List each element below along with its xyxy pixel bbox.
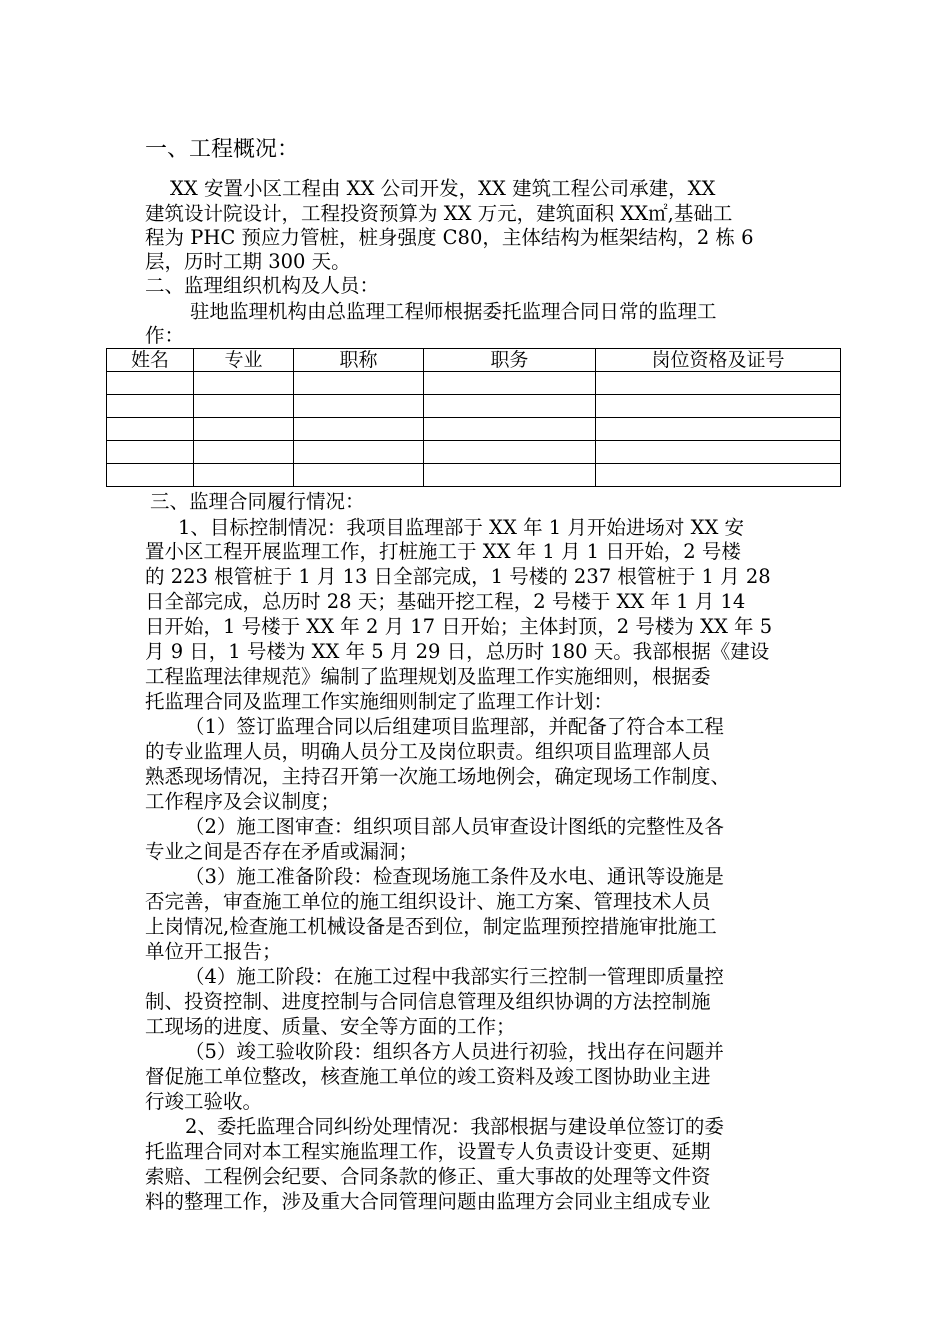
table-cell [194, 441, 294, 464]
body-line: 置小区工程开展监理工作，打桩施工于 XX 年 1 月 1 日开始，2 号楼 [145, 540, 741, 563]
table-cell [294, 464, 424, 487]
overview-line: XX 安置小区工程由 XX 公司开发，XX 建筑工程公司承建，XX [170, 177, 716, 200]
table-row [107, 464, 841, 487]
table-cell [194, 464, 294, 487]
body-line: 单位开工报告； [145, 940, 282, 963]
staff-table [106, 348, 841, 487]
body-line: 日全部完成，总历时 28 天；基础开挖工程，2 号楼于 XX 年 1 月 14 [145, 590, 746, 613]
body-line: 工现场的进度、质量、安全等方面的工作； [145, 1015, 516, 1038]
table-cell [194, 372, 294, 395]
body-line: 月 9 日，1 号楼为 XX 年 5 月 29 日，总历时 180 天。我部根据《建设 [145, 640, 770, 663]
col-header-title: 职称 [294, 349, 424, 372]
body-line: （3）施工准备阶段：检查现场施工条件及水电、通讯等设施是 [185, 865, 724, 888]
body-line: 工程监理法律规范》编制了监理规划及监理工作实施细则，根据委 [145, 665, 711, 688]
table-cell [294, 372, 424, 395]
col-header-certificate: 岗位资格及证号 [596, 349, 841, 372]
table-cell [424, 372, 596, 395]
table-cell [107, 418, 194, 441]
table-cell [294, 395, 424, 418]
heading-supervision-org: 二、监理组织机构及人员： [145, 274, 380, 297]
table-cell [424, 395, 596, 418]
table-cell [424, 441, 596, 464]
body-line: 2、委托监理合同纠纷处理情况：我部根据与建设单位签订的委 [185, 1115, 724, 1138]
table-cell [596, 441, 841, 464]
table-cell [107, 464, 194, 487]
table-row [107, 441, 841, 464]
body-line: 托监理合同及监理工作实施细则制定了监理工作计划： [145, 690, 614, 713]
body-line: 制、投资控制、进度控制与合同信息管理及组织协调的方法控制施 [145, 990, 711, 1013]
table-cell [424, 464, 596, 487]
heading-project-overview: 一、工程概况： [145, 138, 300, 162]
table-cell [596, 418, 841, 441]
body-line: （4）施工阶段：在施工过程中我部实行三控制一管理即质量控 [185, 965, 724, 988]
table-cell [294, 441, 424, 464]
body-line: 1、目标控制情况：我项目监理部于 XX 年 1 月开始进场对 XX 安 [178, 516, 745, 539]
body-line: 索赔、工程例会纪要、合同条款的修正、重大事故的处理等文件资 [145, 1165, 711, 1188]
table-cell [424, 418, 596, 441]
col-header-specialty: 专业 [194, 349, 294, 372]
body-line: 日开始，1 号楼于 XX 年 2 月 17 日开始；主体封顶，2 号楼为 XX 年 5 [145, 615, 773, 638]
col-header-position: 职务 [424, 349, 596, 372]
table-cell [596, 395, 841, 418]
table-row [107, 418, 841, 441]
org-line: 作： [145, 324, 185, 347]
table-cell [194, 395, 294, 418]
table-row [107, 395, 841, 418]
body-line: 熟悉现场情况，主持召开第一次施工场地例会，确定现场工作制度、 [145, 765, 731, 788]
overview-line: 层，历时工期 300 天。 [145, 250, 351, 273]
body-line: 的专业监理人员，明确人员分工及岗位职责。组织项目监理部人员 [145, 740, 711, 763]
col-header-name: 姓名 [107, 349, 194, 372]
table-cell [107, 372, 194, 395]
body-line: 托监理合同对本工程实施监理工作，设置专人负责设计变更、延期 [145, 1140, 711, 1163]
body-line: 督促施工单位整改，核查施工单位的竣工资料及竣工图协助业主进 [145, 1065, 711, 1088]
table-cell [107, 395, 194, 418]
body-line: 料的整理工作，涉及重大合同管理问题由监理方会同业主组成专业 [145, 1190, 711, 1213]
org-line: 驻地监理机构由总监理工程师根据委托监理合同日常的监理工 [190, 300, 717, 323]
heading-contract-performance: 三、监理合同履行情况： [150, 490, 365, 513]
body-line: （1）签订监理合同以后组建项目监理部，并配备了符合本工程 [185, 715, 724, 738]
body-line: 行竣工验收。 [145, 1090, 263, 1113]
table-cell [194, 418, 294, 441]
body-line: 否完善，审查施工单位的施工组织设计、施工方案、管理技术人员 [145, 890, 711, 913]
overview-line: 程为 PHC 预应力管桩，桩身强度 C80，主体结构为框架结构，2 栋 6 [145, 226, 754, 249]
body-line: （2）施工图审查：组织项目部人员审查设计图纸的完整性及各 [185, 815, 724, 838]
table-cell [596, 372, 841, 395]
body-line: 上岗情况,检查施工机械设备是否到位，制定监理预控措施审批施工 [145, 915, 717, 938]
table-cell [596, 464, 841, 487]
body-line: 的 223 根管桩于 1 月 13 日全部完成，1 号楼的 237 根管桩于 1 月 28 [145, 565, 771, 588]
body-line: 专业之间是否存在矛盾或漏洞； [145, 840, 419, 863]
table-cell [107, 441, 194, 464]
body-line: （5）竣工验收阶段：组织各方人员进行初验，找出存在问题并 [185, 1040, 724, 1063]
table-cell [294, 418, 424, 441]
table-header-row [107, 349, 841, 372]
overview-line: 建筑设计院设计，工程投资预算为 XX 万元，建筑面积 XX㎡,基础工 [145, 202, 733, 225]
table-row [107, 372, 841, 395]
body-line: 工作程序及会议制度； [145, 790, 341, 813]
